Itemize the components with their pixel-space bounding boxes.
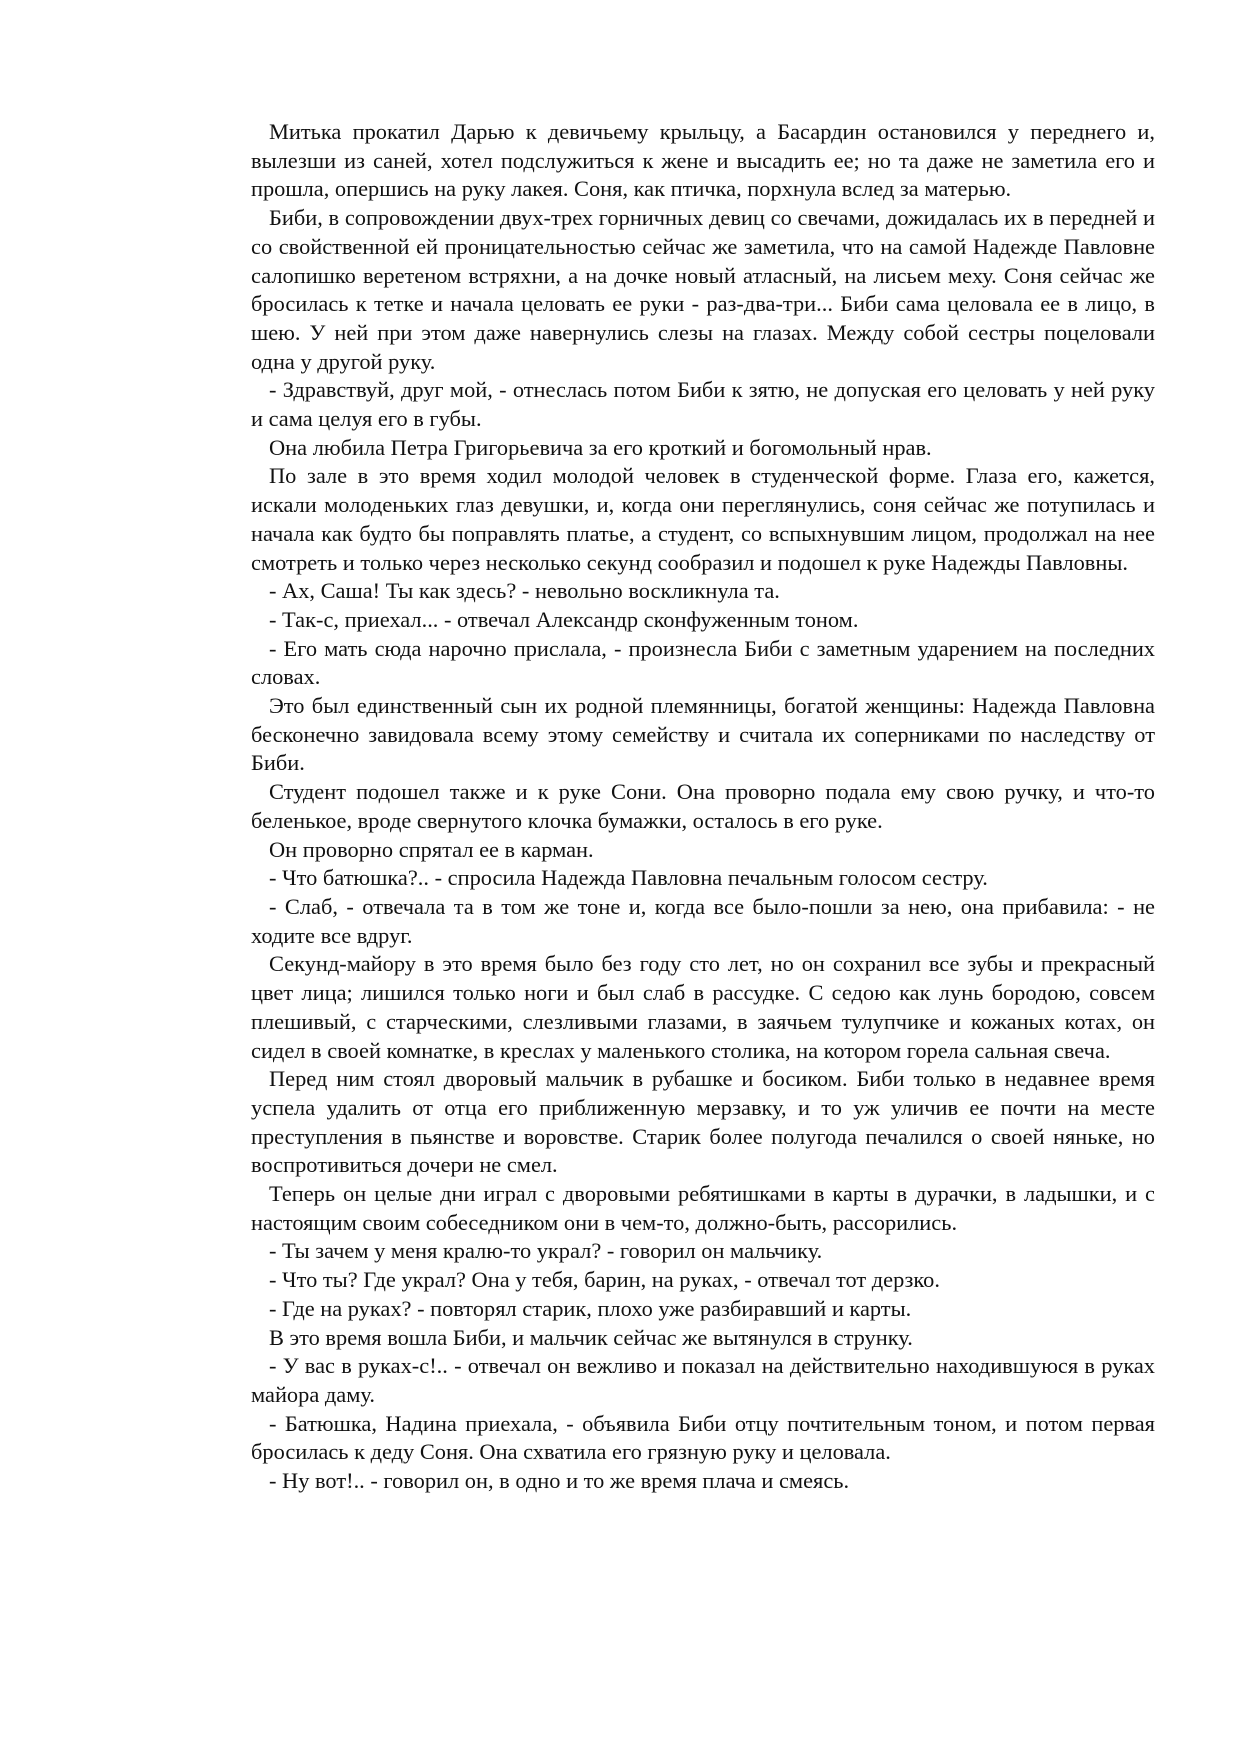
paragraph: Он проворно спрятал ее в карман. — [269, 836, 594, 862]
paragraph: Перед ним стоял дворовый мальчик в рубашке и босиком. Биби только в недавнее время успела удалить от отца его приближенную мерзавку, и то уж уличив ее почти на месте преступления в пьянстве и воровстве. Старик более полугода печалился о своей няньке, но воспротивиться дочери не смел. — [251, 1066, 1155, 1178]
paragraph: - Его мать сюда нарочно прислала, - произнесла Биби с заметным ударением на последних словах. — [251, 635, 1155, 690]
paragraph: Секунд-майору в это время было без году сто лет, но он сохранил все зубы и прекрасный цвет лица; лишился только ноги и был слаб в рассудке. С седою как лунь бородою, совсем плешивый, с старческими, слезливыми глазами, в заячьем тулупчике и кожаных котах, он сидел в своей комнатке, в креслах у маленького столика, на котором горела сальная свеча. — [251, 951, 1155, 1063]
paragraph: - Так-с, приехал... - отвечал Александр сконфуженным тоном. — [269, 606, 859, 632]
paragraph: - Где на руках? - повторял старик, плохо уже разбиравший и карты. — [269, 1295, 912, 1321]
paragraph: Студент подошел также и к руке Сони. Она проворно подала ему свою ручку, и что-то беленькое, вроде свернутого клочка бумажки, осталось в его руке. — [251, 779, 1155, 833]
paragraph: Это был единственный сын их родной племянницы, богатой женщины: Надежда Павловна бесконечно завидовала всему этому семейству и считала их соперниками по наследству от Биби. — [251, 693, 1155, 776]
paragraph: Биби, в сопровождении двух-трех горничных девиц со свечами, дожидалась их в передней и со свойственной ей проницательностью сейчас же заметила, что на самой Надежде Павловне салопишко веретеном встряхни, а на дочке новый атласный, на лисьем меху. Соня сейчас же бросилась к тетке и начала целовать ее руки - раз-два-три... Биби сама целовала ее в лицо, в шею. У ней при этом даже навернулись слезы на глазах. Между собой сестры поцеловали одна у другой руку. — [251, 205, 1155, 374]
paragraph: Она любила Петра Григорьевича за его кроткий и богомольный нрав. — [269, 434, 932, 460]
paragraph: - Что ты? Где украл? Она у тебя, барин, на руках, - отвечал тот дерзко. — [269, 1267, 940, 1293]
paragraph: - Ты зачем у меня кралю-то украл? - говорил он мальчику. — [269, 1238, 823, 1264]
paragraph: - Здравствуй, друг мой, - отнеслась потом Биби к зятю, не допуская его целовать у ней руку и сама целуя его в губы. — [251, 377, 1155, 432]
paragraph: В это время вошла Биби, и мальчик сейчас же вытянулся в струнку. — [269, 1324, 913, 1350]
paragraph: - Слаб, - отвечала та в том же тоне и, когда все было-пошли за нею, она прибавила: - не ходите все вдруг. — [251, 893, 1155, 948]
paragraph: - У вас в руках-с!.. - отвечал он вежливо и показал на действительно находившуюся в руках майора даму. — [251, 1353, 1155, 1407]
paragraph: - Ну вот!.. - говорил он, в одно и то же время плача и смеясь. — [269, 1468, 850, 1494]
paragraph: - Батюшка, Надина приехала, - объявила Биби отцу почтительным тоном, и потом первая бросилась к деду Соня. Она схватила его грязную руку и целовала. — [251, 1410, 1155, 1465]
paragraph: - Ах, Саша! Ты как здесь? - невольно воскликнула та. — [269, 578, 780, 604]
paragraph: По зале в это время ходил молодой человек в студенческой форме. Глаза его, кажется, искали молоденьких глаз девушки, и, когда они переглянулись, соня сейчас же потупилась и начала как будто бы поправлять платье, а студент, со вспыхнувшим лицом, продолжал на нее смотреть и только через несколько секунд сообразил и подошел к руке Надежды Павловны. — [251, 463, 1155, 575]
paragraph: Митька прокатил Дарью к девичьему крыльцу, а Басардин остановился у переднего и, вылезши из саней, хотел подслужиться к жене и высадить ее; но та даже не заметила его и прошла, опершись на руку лакея. Соня, как птичка, порхнула вслед за матерью. — [251, 119, 1155, 202]
body-text — [251, 118, 1155, 1496]
paragraph: Теперь он целые дни играл с дворовыми ребятишками в карты в дурачки, в ладышки, и с настоящим своим собеседником они в чем-то, должно-быть, рассорились. — [251, 1181, 1155, 1235]
paragraph: - Что батюшка?.. - спросила Надежда Павловна печальным голосом сестру. — [269, 865, 988, 891]
